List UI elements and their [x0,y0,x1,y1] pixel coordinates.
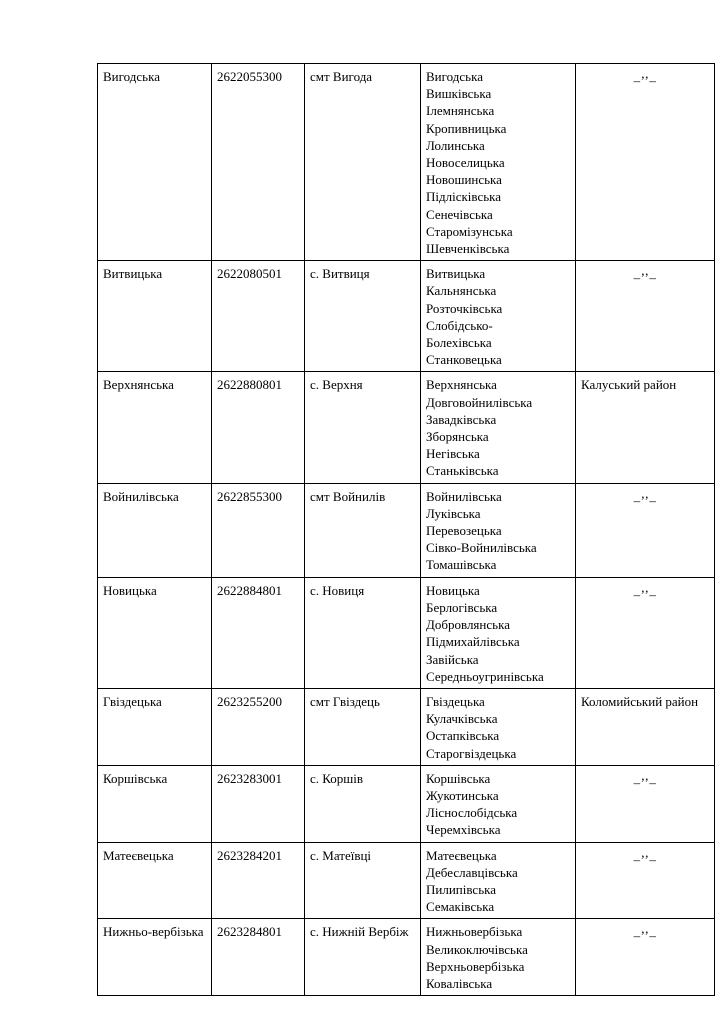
district-cell [576,261,715,372]
ditto-mark: –’’– [633,492,657,508]
member-council-item: Новицька [426,582,480,598]
district-cell [576,919,715,996]
member-council-item: Негівська [426,446,480,462]
member-council-item: Старогвіздецька [426,745,517,761]
admin-center-cell: с. Коршів [305,765,421,842]
table-row [98,688,715,765]
admin-center-cell: с. Нижній Вербіж [305,919,421,996]
admin-center-cell: с. Верхня [305,372,421,483]
member-council-item: Слобідсько- [426,317,493,333]
member-council-item: Кропивницька [426,120,507,136]
member-council-item: Станковецька [426,352,502,368]
koatuu-code-cell: 2622080501 [212,261,305,372]
table-row [98,577,715,688]
koatuu-code-cell: 2623283001 [212,765,305,842]
district-cell [576,688,715,765]
community-name-cell: Гвіздецька [98,688,212,765]
member-council-item: Луківська [426,505,481,521]
member-council-item: Шевченківська [426,241,510,257]
table-row [98,261,715,372]
admin-center-cell: смт Гвіздець [305,688,421,765]
ditto-mark: –’’– [633,586,657,602]
member-council-item: Підлісківська [426,189,502,205]
member-council-item: Ковалівська [426,975,493,991]
ditto-mark: –’’– [633,851,657,867]
ditto-mark: –’’– [633,774,657,790]
member-councils-cell [421,765,576,842]
member-council-item: Дебеславцівська [426,864,518,880]
member-council-item: Сенечівська [426,206,493,222]
community-name-cell: Нижньо-вербізька [98,919,212,996]
district-cell [576,64,715,261]
member-council-item: Семаківська [426,899,495,915]
ditto-mark: –’’– [633,73,657,88]
member-councils-cell [421,64,576,261]
member-council-item: Розточківська [426,300,503,316]
member-councils-cell [421,842,576,919]
member-council-item: Коршівська [426,770,491,786]
member-council-item: Середньоугринівська [426,668,544,684]
community-name-cell: Витвицька [98,261,212,372]
admin-center-cell: с. Витвиця [305,261,421,372]
district-cell [576,372,715,483]
ditto-mark: –’’– [633,270,657,286]
district-name: Калуський район [581,377,677,393]
community-name-cell: Верхнянська [98,372,212,483]
community-name-cell: Войнилівська [98,483,212,577]
member-council-item: Завадківська [426,411,497,427]
admin-center-cell: смт Войнилів [305,483,421,577]
koatuu-code-cell: 2622884801 [212,577,305,688]
community-name-cell: Матеєвецька [98,842,212,919]
district-cell [576,483,715,577]
table-row [98,483,715,577]
member-council-item: Берлогівська [426,599,498,615]
community-name-cell: Вигодська [98,64,212,261]
member-council-item: Старомізунська [426,223,513,239]
member-councils-cell [421,372,576,483]
member-council-item: Новоселицька [426,155,505,171]
member-council-item: Вишківська [426,86,492,102]
koatuu-code-cell: 2623255200 [212,688,305,765]
member-council-item: Болехівська [426,335,492,351]
table-row [98,372,715,483]
member-council-item: Добровлянська [426,617,510,633]
district-name: Коломийський район [581,693,699,709]
member-council-item: Остапківська [426,728,500,744]
member-councils-cell [421,919,576,996]
member-council-item: Довговойнилівська [426,394,533,410]
table-row [98,765,715,842]
member-council-item: Войнилівська [426,488,502,504]
district-cell [576,842,715,919]
member-council-item: Завійська [426,651,479,667]
member-council-item: Кальнянська [426,283,497,299]
community-name-cell: Новицька [98,577,212,688]
koatuu-code-cell: 2622880801 [212,372,305,483]
member-councils-cell [421,577,576,688]
member-council-item: Зборянська [426,429,489,445]
member-council-item: Ілемнянська [426,103,495,119]
member-council-item: Новошинська [426,172,502,188]
member-council-item: Пилипівська [426,881,497,897]
table-row [98,842,715,919]
member-council-item: Матеєвецька [426,847,497,863]
table-row [98,919,715,996]
table-row [98,64,715,261]
member-council-item: Верхньовербізька [426,958,525,974]
member-council-item: Томашівська [426,557,497,573]
district-cell [576,577,715,688]
member-council-item: Перевозецька [426,523,502,539]
district-cell [576,765,715,842]
member-council-item: Великоключівська [426,941,528,957]
koatuu-code-cell: 2623284801 [212,919,305,996]
member-council-item: Ліснослобідська [426,805,518,821]
community-name-cell: Коршівська [98,765,212,842]
member-councils-cell [421,261,576,372]
admin-center-cell: с. Новиця [305,577,421,688]
member-council-item: Лолинська [426,137,485,153]
admin-center-cell: с. Матеївці [305,842,421,919]
admin-center-cell: смт Вигода [305,64,421,261]
member-council-item: Гвіздецька [426,693,485,709]
koatuu-code-cell: 2622855300 [212,483,305,577]
member-council-item: Верхнянська [426,377,497,393]
member-council-item: Витвицька [426,266,486,282]
member-council-item: Підмихайлівська [426,634,520,650]
member-council-item: Станьківська [426,463,499,479]
koatuu-code-cell: 2622055300 [212,64,305,261]
communities-table [97,63,715,996]
member-councils-cell [421,483,576,577]
member-council-item: Черемхівська [426,822,501,838]
member-council-item: Нижньовербізька [426,924,523,940]
table-body [98,64,715,996]
member-council-item: Кулачківська [426,711,498,727]
member-council-item: Жукотинська [426,787,499,803]
member-council-item: Сівко-Войнилівська [426,540,537,556]
member-council-item: Вигодська [426,69,483,84]
koatuu-code-cell: 2623284201 [212,842,305,919]
member-councils-cell [421,688,576,765]
ditto-mark: –’’– [633,928,657,944]
